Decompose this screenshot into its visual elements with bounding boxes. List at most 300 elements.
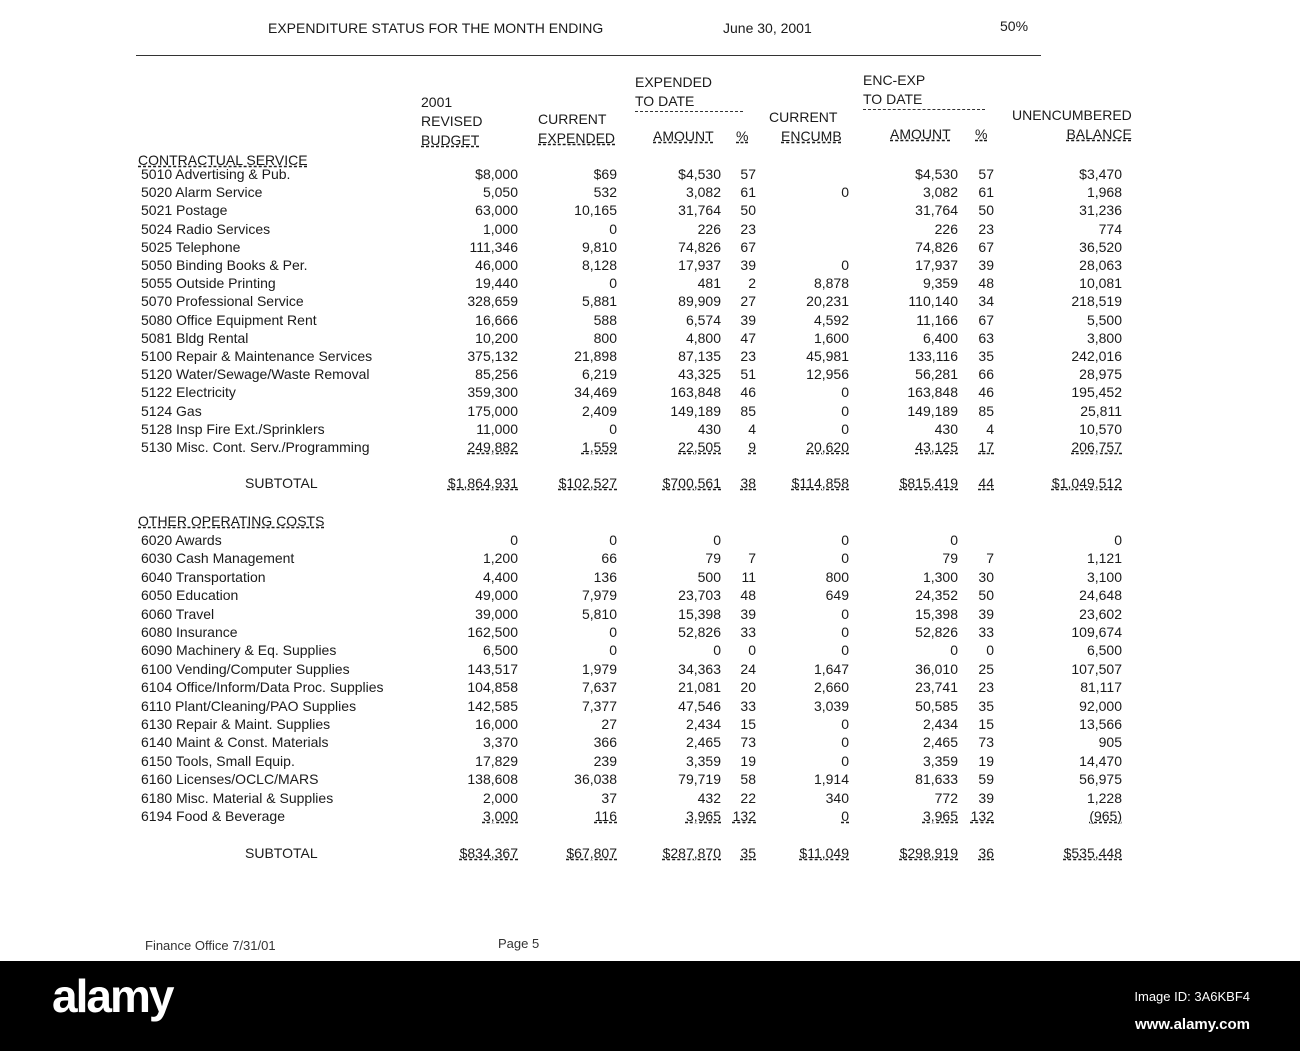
table-row xyxy=(0,624,1300,642)
enc-exp-pct: 132 xyxy=(970,808,994,824)
enc-exp-pct: 44 xyxy=(978,475,994,491)
current-encumb: 0 xyxy=(841,532,849,548)
enc-exp-amount: 149,189 xyxy=(907,403,958,419)
enc-exp-amount: 0 xyxy=(950,532,958,548)
current-encumb: 3,039 xyxy=(813,698,849,714)
expended-amount: 43,325 xyxy=(678,366,721,382)
expended-amount: 3,082 xyxy=(685,184,721,200)
unencumbered-balance: 218,519 xyxy=(1071,293,1122,309)
expended-amount: 3,359 xyxy=(685,753,721,769)
enc-exp-pct: 63 xyxy=(978,330,994,346)
enc-exp-pct: 46 xyxy=(978,384,994,400)
current-encumb: $114,858 xyxy=(791,475,849,491)
expended-amount: 31,764 xyxy=(678,202,721,218)
table-row xyxy=(0,550,1300,568)
line-item: 5025 Telephone xyxy=(141,239,241,255)
current-encumb: 1,914 xyxy=(813,771,849,787)
expended-amount: 79,719 xyxy=(678,771,721,787)
current-expended: 588 xyxy=(593,312,617,328)
enc-exp-amount: 31,764 xyxy=(915,202,958,218)
current-expended: 1,979 xyxy=(581,661,617,677)
enc-exp-pct: 7 xyxy=(986,550,994,566)
section-heading: OTHER OPERATING COSTS xyxy=(138,513,325,529)
enc-exp-amount: 6,400 xyxy=(922,330,958,346)
expended-pct: 38 xyxy=(740,475,756,491)
expended-amount: $287,870 xyxy=(662,845,721,861)
table-row xyxy=(0,679,1300,697)
expended-pct: 2 xyxy=(748,275,756,291)
table-row xyxy=(0,753,1300,771)
expended-amount: 430 xyxy=(697,421,721,437)
unencumbered-balance: $3,470 xyxy=(1079,166,1122,182)
revised-budget: 17,829 xyxy=(475,753,518,769)
current-expended: 27 xyxy=(601,716,617,732)
col-header-line: CURRENT xyxy=(769,109,838,125)
line-item: 5080 Office Equipment Rent xyxy=(141,312,317,328)
expended-pct: 23 xyxy=(740,348,756,364)
report-date: June 30, 2001 xyxy=(723,20,812,36)
current-encumb: 0 xyxy=(841,624,849,640)
revised-budget: 1,000 xyxy=(482,221,518,237)
col-header-line: ENC-EXP xyxy=(863,72,926,88)
enc-exp-amount: 2,434 xyxy=(922,716,958,732)
revised-budget: 11,000 xyxy=(476,421,518,437)
revised-budget: 63,000 xyxy=(475,202,518,218)
current-expended: 10,165 xyxy=(574,202,617,218)
current-encumb: 0 xyxy=(841,403,849,419)
col-header-current-expended xyxy=(538,110,615,148)
unencumbered-balance: 1,968 xyxy=(1086,184,1122,200)
unencumbered-balance: 3,800 xyxy=(1086,330,1122,346)
expended-amount: 23,703 xyxy=(678,587,721,603)
enc-exp-pct: 4 xyxy=(986,421,994,437)
enc-exp-amount: 11,166 xyxy=(916,312,958,328)
enc-exp-amount: 0 xyxy=(950,642,958,658)
enc-exp-pct: 39 xyxy=(978,257,994,273)
section-heading: CONTRACTUAL SERVICE xyxy=(138,152,308,168)
expended-amount: 432 xyxy=(697,790,721,806)
expended-amount: $4,530 xyxy=(678,166,721,182)
line-item: 6110 Plant/Cleaning/PAO Supplies xyxy=(141,698,357,714)
revised-budget: 19,440 xyxy=(475,275,518,291)
enc-exp-amount: 24,352 xyxy=(915,587,958,603)
col-header-amount: AMOUNT xyxy=(653,128,714,144)
line-item: 5055 Outside Printing xyxy=(141,275,276,291)
unencumbered-balance: 3,100 xyxy=(1086,569,1122,585)
col-header-line: EXPENDED xyxy=(635,74,713,90)
revised-budget: 16,000 xyxy=(475,716,518,732)
current-expended: 7,979 xyxy=(581,587,617,603)
line-item: 5081 Bldg Rental xyxy=(141,330,249,346)
current-expended: 800 xyxy=(593,330,617,346)
revised-budget: 162,500 xyxy=(467,624,518,640)
current-expended: 9,810 xyxy=(581,239,617,255)
header-divider xyxy=(136,55,1041,56)
current-encumb: 0 xyxy=(841,184,849,200)
enc-exp-pct: 30 xyxy=(978,569,994,585)
revised-budget: 49,000 xyxy=(475,587,518,603)
revised-budget: 375,132 xyxy=(467,348,518,364)
col-header-line: REVISED xyxy=(421,113,483,129)
current-expended: 0 xyxy=(609,421,617,437)
enc-exp-pct: 39 xyxy=(978,790,994,806)
revised-budget: 2,000 xyxy=(482,790,518,806)
unencumbered-balance: (965) xyxy=(1089,808,1122,824)
current-encumb: 800 xyxy=(825,569,849,585)
revised-budget: 143,517 xyxy=(467,661,518,677)
col-header-line: BALANCE xyxy=(1066,126,1132,142)
table-row xyxy=(0,606,1300,624)
table-row xyxy=(0,421,1300,439)
expended-pct: 24 xyxy=(740,661,756,677)
table-row xyxy=(0,642,1300,660)
enc-exp-pct: 50 xyxy=(978,202,994,218)
current-expended: 0 xyxy=(609,275,617,291)
expended-pct: 39 xyxy=(740,257,756,273)
current-expended: 5,881 xyxy=(581,293,617,309)
expended-pct: 27 xyxy=(740,293,756,309)
percent-of-year: 50% xyxy=(1000,18,1029,34)
expended-pct: 20 xyxy=(740,679,756,695)
expended-amount: 15,398 xyxy=(678,606,721,622)
enc-exp-amount: 56,281 xyxy=(915,366,958,382)
current-expended: 532 xyxy=(593,184,617,200)
line-item: 6150 Tools, Small Equip. xyxy=(141,753,295,769)
enc-exp-pct: 0 xyxy=(986,642,994,658)
revised-budget: 1,200 xyxy=(482,550,518,566)
current-encumb: 1,600 xyxy=(813,330,849,346)
current-expended: 6,219 xyxy=(581,366,617,382)
current-encumb: 0 xyxy=(841,257,849,273)
enc-exp-pct: 23 xyxy=(978,679,994,695)
revised-budget: 3,000 xyxy=(482,808,518,824)
revised-budget: 85,256 xyxy=(475,366,518,382)
expended-amount: 22,505 xyxy=(678,439,721,455)
expended-pct: 35 xyxy=(740,845,756,861)
unencumbered-balance: 195,452 xyxy=(1071,384,1122,400)
line-item: 6050 Education xyxy=(141,587,239,603)
enc-exp-pct: 59 xyxy=(978,771,994,787)
enc-exp-amount: 17,937 xyxy=(915,257,958,273)
current-expended: 0 xyxy=(609,642,617,658)
col-header-enc-amount: AMOUNT xyxy=(890,126,951,142)
expended-pct: 11 xyxy=(741,569,756,585)
table-row xyxy=(0,275,1300,293)
image-id: Image ID: 3A6KBF4 xyxy=(1134,989,1250,1004)
table-row xyxy=(0,184,1300,202)
unencumbered-balance: 1,228 xyxy=(1086,790,1122,806)
current-expended: 0 xyxy=(609,624,617,640)
enc-exp-amount: 23,741 xyxy=(915,679,958,695)
alamy-logo: alamy xyxy=(52,970,173,1022)
table-row xyxy=(0,239,1300,257)
enc-exp-pct: 15 xyxy=(978,716,994,732)
expended-amount: 0 xyxy=(713,532,721,548)
unencumbered-balance: $1,049,512 xyxy=(1051,475,1122,491)
expended-pct: 67 xyxy=(740,239,756,255)
current-encumb: 8,878 xyxy=(813,275,849,291)
expended-amount: 481 xyxy=(697,275,721,291)
enc-exp-pct: 61 xyxy=(978,184,994,200)
expended-pct: 58 xyxy=(740,771,756,787)
current-expended: 239 xyxy=(593,753,617,769)
table-row xyxy=(0,293,1300,311)
expended-amount: 226 xyxy=(697,221,721,237)
expended-pct: 33 xyxy=(740,698,756,714)
enc-exp-amount: 226 xyxy=(934,221,958,237)
enc-exp-amount: 74,826 xyxy=(915,239,958,255)
current-encumb: 0 xyxy=(841,716,849,732)
report-title: EXPENDITURE STATUS FOR THE MONTH ENDING xyxy=(268,20,604,36)
current-expended: 0 xyxy=(609,221,617,237)
revised-budget: 328,659 xyxy=(467,293,518,309)
expended-pct: 19 xyxy=(740,753,756,769)
enc-exp-amount: 43,125 xyxy=(915,439,958,455)
enc-exp-amount: 81,633 xyxy=(915,771,958,787)
unencumbered-balance: $535,448 xyxy=(1063,845,1122,861)
line-item: 5124 Gas xyxy=(141,403,202,419)
table-row xyxy=(0,790,1300,808)
expended-pct: 33 xyxy=(740,624,756,640)
col-header-line: BUDGET xyxy=(421,132,480,148)
current-encumb: 340 xyxy=(825,790,849,806)
unencumbered-balance: 6,500 xyxy=(1086,642,1122,658)
expended-pct: 61 xyxy=(740,184,756,200)
current-encumb: 0 xyxy=(841,642,849,658)
site-url: www.alamy.com xyxy=(1134,1016,1250,1033)
unencumbered-balance: 905 xyxy=(1098,734,1122,750)
expended-pct: 47 xyxy=(740,330,756,346)
line-item: 6100 Vending/Computer Supplies xyxy=(141,661,350,677)
current-expended: 8,128 xyxy=(581,257,617,273)
current-expended: $69 xyxy=(593,166,617,182)
table-row xyxy=(0,808,1300,826)
enc-exp-pct: 48 xyxy=(978,275,994,291)
table-row xyxy=(0,221,1300,239)
footer-page: Page 5 xyxy=(498,936,540,951)
expended-amount: 89,909 xyxy=(678,293,721,309)
expended-pct: 9 xyxy=(748,439,756,455)
unencumbered-balance: 24,648 xyxy=(1079,587,1122,603)
expended-amount: 500 xyxy=(697,569,721,585)
line-item: 5100 Repair & Maintenance Services xyxy=(141,348,373,364)
unencumbered-balance: 25,811 xyxy=(1080,403,1122,419)
unencumbered-balance: 92,000 xyxy=(1079,698,1122,714)
expended-amount: 0 xyxy=(713,642,721,658)
revised-budget: 138,608 xyxy=(467,771,518,787)
revised-budget: 142,585 xyxy=(467,698,518,714)
enc-exp-amount: 15,398 xyxy=(915,606,958,622)
revised-budget: 46,000 xyxy=(475,257,518,273)
expended-pct: 48 xyxy=(740,587,756,603)
expended-pct: 50 xyxy=(740,202,756,218)
enc-exp-amount: $298,919 xyxy=(899,845,958,861)
table-row xyxy=(0,366,1300,384)
current-encumb: 0 xyxy=(841,734,849,750)
enc-exp-pct: 25 xyxy=(978,661,994,677)
enc-exp-amount: 772 xyxy=(934,790,958,806)
enc-exp-amount: 3,082 xyxy=(922,184,958,200)
unencumbered-balance: 14,470 xyxy=(1079,753,1122,769)
table-row xyxy=(0,166,1300,184)
revised-budget: 6,500 xyxy=(482,642,518,658)
subtotal-row xyxy=(0,845,1300,863)
enc-exp-amount: 36,010 xyxy=(915,661,958,677)
table-row xyxy=(0,716,1300,734)
line-item: 6130 Repair & Maint. Supplies xyxy=(141,716,331,732)
revised-budget: 39,000 xyxy=(475,606,518,622)
enc-exp-amount: $4,530 xyxy=(915,166,958,182)
line-item: 5020 Alarm Service xyxy=(141,184,263,200)
current-expended: 36,038 xyxy=(574,771,617,787)
expended-amount: 3,965 xyxy=(685,808,721,824)
enc-exp-amount: $815,419 xyxy=(899,475,958,491)
enc-exp-pct: 50 xyxy=(978,587,994,603)
expended-amount: 74,826 xyxy=(678,239,721,255)
expended-amount: 149,189 xyxy=(670,403,721,419)
unencumbered-balance: 5,500 xyxy=(1086,312,1122,328)
table-row xyxy=(0,257,1300,275)
col-header-pct: % xyxy=(736,128,749,144)
enc-exp-amount: 2,465 xyxy=(922,734,958,750)
expended-pct: 85 xyxy=(740,403,756,419)
current-encumb: 4,592 xyxy=(813,312,849,328)
line-item: 6030 Cash Management xyxy=(141,550,295,566)
col-header-line: EXPENDED xyxy=(538,130,616,146)
enc-exp-pct: 34 xyxy=(978,293,994,309)
unencumbered-balance: 31,236 xyxy=(1079,202,1122,218)
expended-pct: 51 xyxy=(740,366,756,382)
table-row xyxy=(0,661,1300,679)
line-item: 6194 Food & Beverage xyxy=(141,808,285,824)
line-item: 6020 Awards xyxy=(141,532,222,548)
enc-exp-amount: 163,848 xyxy=(907,384,958,400)
table-row xyxy=(0,569,1300,587)
expended-pct: 4 xyxy=(748,421,756,437)
col-header-unencumbered xyxy=(1012,106,1132,144)
expended-pct: 0 xyxy=(748,642,756,658)
unencumbered-balance: 109,674 xyxy=(1071,624,1122,640)
enc-exp-amount: 133,116 xyxy=(908,348,958,364)
current-expended: $102,527 xyxy=(558,475,617,491)
enc-exp-amount: 1,300 xyxy=(922,569,958,585)
col-header-line: 2001 xyxy=(421,94,453,110)
line-item: SUBTOTAL xyxy=(245,845,318,861)
table-row xyxy=(0,587,1300,605)
unencumbered-balance: 0 xyxy=(1114,532,1122,548)
expended-amount: 52,826 xyxy=(678,624,721,640)
col-header-budget xyxy=(421,93,482,150)
watermark-bar xyxy=(0,961,1300,1051)
table-row xyxy=(0,312,1300,330)
current-expended: 0 xyxy=(609,532,617,548)
current-encumb: 1,647 xyxy=(813,661,849,677)
expended-pct: 22 xyxy=(740,790,756,806)
expended-pct: 15 xyxy=(740,716,756,732)
expended-amount: 34,363 xyxy=(678,661,721,677)
unencumbered-balance: 56,975 xyxy=(1079,771,1122,787)
revised-budget: 16,666 xyxy=(475,312,518,328)
line-item: 5070 Professional Service xyxy=(141,293,304,309)
enc-exp-amount: 52,826 xyxy=(915,624,958,640)
table-row xyxy=(0,202,1300,220)
unencumbered-balance: 774 xyxy=(1098,221,1122,237)
expended-pct: 73 xyxy=(740,734,756,750)
current-expended: 37 xyxy=(601,790,617,806)
expended-pct: 132 xyxy=(732,808,756,824)
expended-amount: 2,465 xyxy=(685,734,721,750)
enc-exp-amount: 110,140 xyxy=(908,293,958,309)
table-row xyxy=(0,771,1300,789)
table-row xyxy=(0,734,1300,752)
line-item: 6104 Office/Inform/Data Proc. Supplies xyxy=(141,679,384,695)
subtotal-row xyxy=(0,475,1300,493)
expended-pct: 39 xyxy=(740,312,756,328)
current-expended: 116 xyxy=(594,808,617,824)
col-header-enc-pct: % xyxy=(975,126,988,142)
col-header-expended-to-date xyxy=(635,73,743,112)
expended-amount: 163,848 xyxy=(670,384,721,400)
expended-amount: 21,081 xyxy=(678,679,721,695)
revised-budget: 5,050 xyxy=(482,184,518,200)
line-item: 5021 Postage xyxy=(141,202,228,218)
expended-amount: 47,546 xyxy=(678,698,721,714)
current-expended: 7,377 xyxy=(581,698,617,714)
revised-budget: 4,400 xyxy=(482,569,518,585)
enc-exp-pct: 17 xyxy=(978,439,994,455)
enc-exp-pct: 35 xyxy=(978,348,994,364)
current-expended: 2,409 xyxy=(581,403,617,419)
enc-exp-pct: 23 xyxy=(978,221,994,237)
current-expended: 7,637 xyxy=(581,679,617,695)
enc-exp-pct: 73 xyxy=(978,734,994,750)
table-row xyxy=(0,698,1300,716)
enc-exp-amount: 3,359 xyxy=(922,753,958,769)
revised-budget: $834,367 xyxy=(459,845,518,861)
unencumbered-balance: 242,016 xyxy=(1071,348,1122,364)
line-item: 6180 Misc. Material & Supplies xyxy=(141,790,334,806)
col-header-line: CURRENT xyxy=(538,111,607,127)
revised-budget: 0 xyxy=(510,532,518,548)
current-encumb: 0 xyxy=(841,550,849,566)
col-header-line: UNENCUMBERED xyxy=(1012,107,1132,123)
expended-amount: 6,574 xyxy=(685,312,721,328)
enc-exp-pct: 39 xyxy=(978,606,994,622)
current-encumb: 0 xyxy=(841,808,849,824)
unencumbered-balance: 81,117 xyxy=(1080,679,1122,695)
line-item: 6040 Transportation xyxy=(141,569,266,585)
current-encumb: $11,049 xyxy=(799,845,849,861)
unencumbered-balance: 206,757 xyxy=(1071,439,1122,455)
enc-exp-pct: 67 xyxy=(978,239,994,255)
line-item: 5128 Insp Fire Ext./Sprinklers xyxy=(141,421,325,437)
col-header-enc-exp-to-date xyxy=(863,71,985,110)
footer-office: Finance Office 7/31/01 xyxy=(145,938,276,953)
current-encumb: 45,981 xyxy=(806,348,849,364)
unencumbered-balance: 28,063 xyxy=(1079,257,1122,273)
expended-pct: 7 xyxy=(748,550,756,566)
unencumbered-balance: 28,975 xyxy=(1079,366,1122,382)
table-row xyxy=(0,384,1300,402)
line-item: SUBTOTAL xyxy=(245,475,318,491)
current-encumb: 12,956 xyxy=(806,366,849,382)
enc-exp-amount: 9,359 xyxy=(922,275,958,291)
line-item: 5024 Radio Services xyxy=(141,221,271,237)
enc-exp-pct: 57 xyxy=(978,166,994,182)
col-header-line: ENCUMB xyxy=(781,128,842,144)
unencumbered-balance: 10,570 xyxy=(1079,421,1122,437)
col-header-line: TO DATE xyxy=(863,90,985,110)
